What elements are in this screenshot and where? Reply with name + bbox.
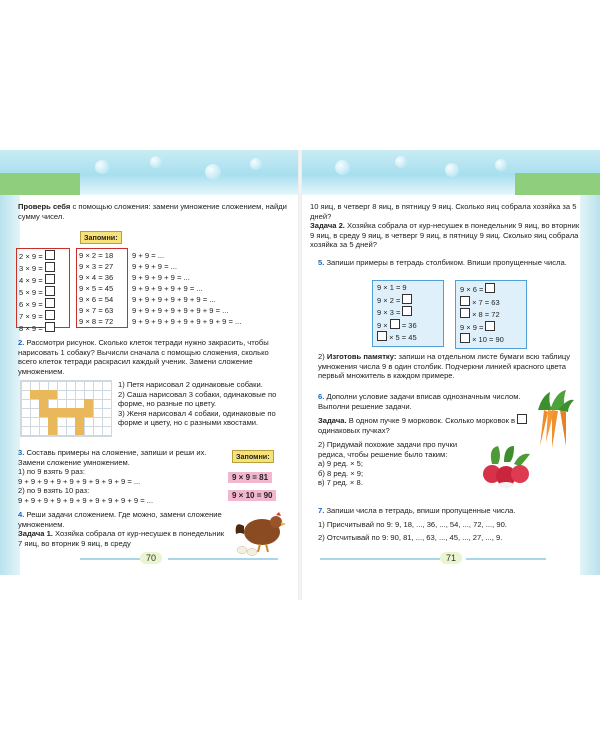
zadacha-text: В одном пучке 9 морковок. Сколько морковок в — [348, 416, 516, 425]
task-5 — [318, 258, 580, 268]
right-continuation — [310, 202, 580, 250]
mult-left-row: 5 × 9 = — [19, 288, 43, 297]
box1-row: 9 × — [377, 320, 390, 330]
task-4-number: 4. — [18, 510, 25, 519]
page-number-right: 71 — [440, 552, 462, 564]
textbook-spread — [0, 150, 600, 600]
remember-label-1: Запомни: — [80, 231, 122, 244]
box1-row-value: = 36 — [401, 320, 417, 330]
sums-column — [132, 250, 292, 327]
task-3-line: 9 + 9 + 9 + 9 + 9 + 9 + 9 + 9 + 9 = ... — [18, 476, 141, 486]
task-4 — [18, 510, 228, 548]
sum-row: 9 + 9 + 9 = ... — [132, 262, 177, 271]
task-2-item: 2) Саша нарисовал 3 собаки, одинаковые по форме, но разные по цвету. — [118, 389, 277, 408]
mult-left-row: 7 × 9 = — [19, 312, 43, 321]
task-7-line-1: 1) Присчитывай по 9: 9, 18, ..., 36, ..., 54, ..., 72, ..., 90. — [318, 519, 507, 529]
continuation-text: 10 яиц, в четверг 8 яиц, в пятницу 9 яиц. Сколько яиц собрала хозяйка за 5 дней? — [310, 202, 577, 221]
task-2-items — [118, 380, 290, 428]
mult-mid-row: 9 × 6 = 54 — [79, 295, 114, 304]
task-3 — [18, 448, 218, 505]
green-decor-right — [515, 173, 600, 195]
dog-picture-icon — [21, 381, 111, 436]
task-5-number: 5. — [318, 258, 325, 267]
task-3-line: 1) по 9 взять 9 раз: — [18, 467, 86, 476]
intro-label: Проверь себя — [18, 202, 71, 211]
task-6 — [318, 392, 528, 435]
task-6-2-text: 2) Придумай похожие задачи про пучки редиса, чтобы решение было таким: — [318, 440, 458, 459]
box2-row: 9 × 6 = — [460, 285, 484, 294]
zadacha-label: Задача. — [318, 416, 347, 425]
equations-box-2 — [455, 280, 527, 349]
mult-mid-row: 9 × 8 = 72 — [79, 317, 114, 326]
task-3-line: 2) по 9 взять 10 раз: — [18, 486, 90, 495]
task-7-line-2: 2) Отсчитывай по 9: 90, 81, ..., 63, ..., 45, ..., 27, ..., 9. — [318, 533, 503, 542]
task-4-text: Реши задачи сложением. Где можно, замени сложение умножением. — [18, 510, 222, 529]
zadacha-2-text: Хозяйка собрала от кур-несушек в понедельник 9 яиц, во вторник 9 яиц, в среду 9 яиц, в четверг 9 яиц, в пятницу 9 яиц. Сколько яиц собрала хозяйка за 5 дней? — [310, 221, 580, 249]
hen-picture-icon — [232, 512, 292, 556]
carrots-picture-icon — [528, 388, 580, 450]
task-3-number: 3. — [18, 448, 25, 457]
task-6-option: в) 7 ред. × 8. — [318, 478, 363, 487]
task-6-number: 6. — [318, 392, 325, 401]
task-6-option: б) 8 ред. × 9; — [318, 468, 364, 478]
mult-mid-row: 9 × 7 = 63 — [79, 306, 114, 315]
mult-mid-row: 9 × 3 = 27 — [79, 262, 114, 271]
zadacha-1-text: Хозяйка собрала от кур-несушек в понедельник 7 яиц, во вторник 9 яиц, в среду — [18, 529, 225, 548]
box2-row: × 10 = 90 — [472, 335, 504, 344]
equations-box-1 — [372, 280, 444, 347]
task-2b-number: 2) — [318, 352, 325, 361]
task-2b-label: Изготовь памятку: — [326, 352, 397, 361]
zadacha-1-label: Задача 1. — [18, 529, 53, 538]
page-number-left: 70 — [140, 552, 162, 564]
zadacha-text-2: одинаковых пучках? — [318, 425, 390, 435]
task-6-text: Дополни условие задачи вписав однозначным числом. Выполни решение задачи. — [318, 392, 521, 411]
mult-left-row: 2 × 9 = — [19, 252, 43, 261]
mult-mid-row: 9 × 2 = 18 — [79, 251, 114, 260]
task-5-text: Запиши примеры в тетрадь столбиком. Впиши пропущенные числа. — [326, 258, 567, 267]
sum-row: 9 + 9 = ... — [132, 251, 165, 260]
box2-row: 9 × 9 = — [460, 322, 484, 332]
mult-middle-column — [79, 250, 129, 327]
mult-left-column — [19, 250, 69, 334]
mult-left-row: 6 × 9 = — [19, 300, 43, 309]
box1-row: 9 × 1 = 9 — [377, 283, 407, 292]
mult-left-row: 8 × 9 = — [19, 324, 43, 333]
box1-row: × 5 = 45 — [389, 333, 417, 342]
task-3-line: 9 + 9 + 9 + 9 + 9 + 9 + 9 + 9 + 9 + 9 = ... — [18, 495, 154, 505]
left-intro — [18, 202, 288, 221]
task-7 — [318, 506, 580, 543]
task-2-text: Рассмотри рисунок. Сколько клеток тетради нужно закрасить, чтобы нарисовать 1 собаку? Вычисли сначала с помощью сложения, сколько всего клеток тетради раскрасил каждый ученик. Замени сложение умножением. — [18, 338, 269, 376]
sum-row: 9 + 9 + 9 + 9 + 9 + 9 + 9 + 9 = ... — [132, 317, 242, 326]
sum-row: 9 + 9 + 9 + 9 + 9 + 9 = ... — [132, 295, 216, 304]
task-2-item: 3) Женя нарисовал 4 собаки, одинаковые по форме и цвету, но с разными хвостами. — [118, 408, 276, 427]
box1-row: 9 × 2 = — [377, 295, 401, 305]
sum-row: 9 + 9 + 9 + 9 = ... — [132, 273, 190, 282]
remember-label-2: Запомни: — [232, 450, 274, 463]
zadacha-2-label: Задача 2. — [310, 221, 345, 230]
box1-row: 9 × 3 = — [377, 308, 401, 317]
page-gutter — [298, 150, 302, 600]
intro-text: с помощью сложения: замени умножение сложением, найди сумму чисел. — [18, 202, 287, 221]
sum-row: 9 + 9 + 9 + 9 + 9 + 9 + 9 = ... — [132, 306, 229, 315]
green-decor-left — [0, 173, 80, 195]
task-2-number: 2. — [18, 338, 25, 347]
mult-mid-row: 9 × 4 = 36 — [79, 273, 114, 282]
box2-row: × 8 = 72 — [472, 310, 500, 319]
box2-row: × 7 = 63 — [472, 297, 500, 307]
task-2b-text: запиши на отдельном листе бумаги всю таблицу умножения числа 9 в один столбик. Подчеркни линией красного цвета первый множитель в каждом примере. — [318, 352, 570, 380]
mult-left-row: 3 × 9 = — [19, 264, 43, 273]
task-3-text: Составь примеры на сложение, запиши и реши их. Замени сложение умножением. — [18, 448, 207, 467]
task-6-2 — [318, 440, 478, 488]
task-2-item: 1) Петя нарисовал 2 одинаковые собаки. — [118, 380, 263, 389]
radishes-picture-icon — [478, 444, 534, 490]
mult-mid-row: 9 × 5 = 45 — [79, 284, 114, 293]
task-7-number: 7. — [318, 506, 325, 515]
task-2 — [18, 338, 288, 376]
mult-left-row: 4 × 9 = — [19, 276, 43, 285]
remember-eq-2: 9 × 10 = 90 — [228, 490, 276, 501]
dog-drawing-grid — [20, 380, 112, 437]
task-6-option: а) 9 ред. × 5; — [318, 459, 364, 468]
right-margin-stripe — [580, 195, 600, 575]
remember-eq-1: 9 × 9 = 81 — [228, 472, 272, 483]
sum-row: 9 + 9 + 9 + 9 + 9 = ... — [132, 284, 203, 293]
task-5-2 — [318, 352, 580, 381]
task-7-text: Запиши числа в тетрадь, впиши пропущенные числа. — [326, 506, 516, 515]
